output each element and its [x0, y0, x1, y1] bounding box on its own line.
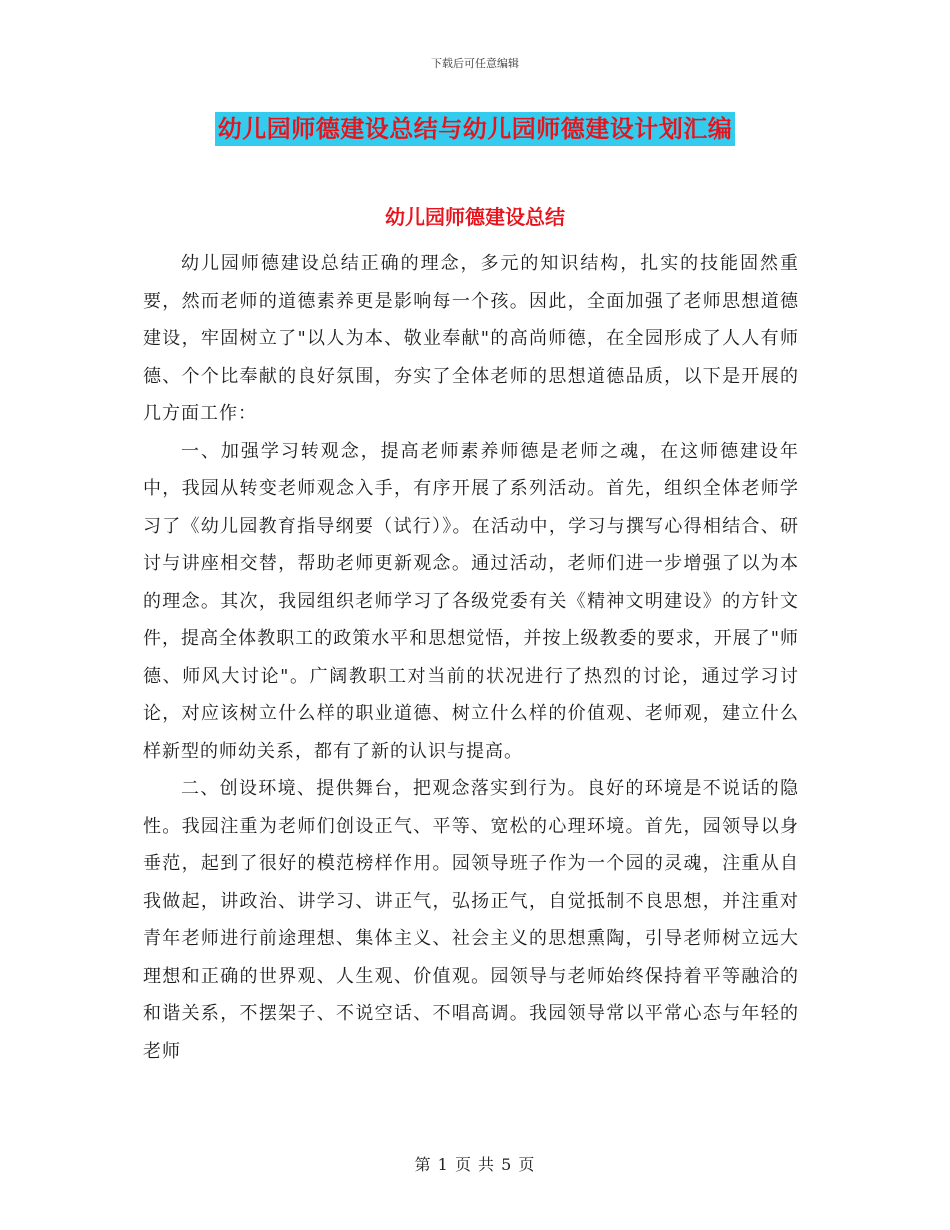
paragraph-intro: 幼儿园师德建设总结正确的理念，多元的知识结构，扎实的技能固然重要，然而老师的道德素养更是影响每一个孩。因此，全面加强了老师思想道德建设，牢固树立了"以人为本、敬业奉献"的高尚师德，在全园形成了人人有师德、个个比奉献的良好氛围，夯实了全体老师的思想道德品质，以下是开展的几方面工作：: [143, 253, 799, 424]
document-body: [143, 245, 799, 1070]
paragraph-section-1: 一、加强学习转观念，提高老师素养师德是老师之魂，在这师德建设年中，我园从转变老师观念入手，有序开展了系列活动。首先，组织全体老师学习了《幼儿园教育指导纲要（试行）》。在活动中，学习与撰写心得相结合、研讨与讲座相交替，帮助老师更新观念。通过活动，老师们进一步增强了以为本的理念。其次，我园组织老师学习了各级党委有关《精神文明建设》的方针文件，提高全体教职工的政策水平和思想觉悟，并按上级教委的要求，开展了"师德、师风大讨论"。广阔教职工对当前的状况进行了热烈的讨论，通过学习讨论，对应该树立什么样的职业道德、树立什么样的价值观、老师观，建立什么样新型的师幼关系，都有了新的认识与提高。: [143, 440, 799, 762]
document-title-container: [0, 112, 950, 146]
page-footer: 第 1 页 共 5 页: [414, 1155, 536, 1174]
document-title: 幼儿园师德建设总结与幼儿园师德建设计划汇编: [215, 112, 736, 146]
paragraph-section-2: 二、创设环境、提供舞台，把观念落实到行为。良好的环境是不说话的隐性。我园注重为老师们创设正气、平等、宽松的心理环境。首先，园领导以身垂范，起到了很好的模范榜样作用。园领导班子作为一个园的灵魂，注重从自我做起，讲政治、讲学习、讲正气，弘扬正气，自觉抵制不良思想，并注重对青年老师进行前途理想、集体主义、社会主义的思想熏陶，引导老师树立远大理想和正确的世界观、人生观、价值观。园领导与老师始终保持着平等融洽的和谐关系，不摆架子、不说空话、不唱高调。我园领导常以平常心态与年轻的老师: [143, 778, 799, 1062]
header-note: 下载后可任意编辑: [431, 57, 519, 70]
section-title: 幼儿园师德建设总结: [385, 205, 565, 229]
